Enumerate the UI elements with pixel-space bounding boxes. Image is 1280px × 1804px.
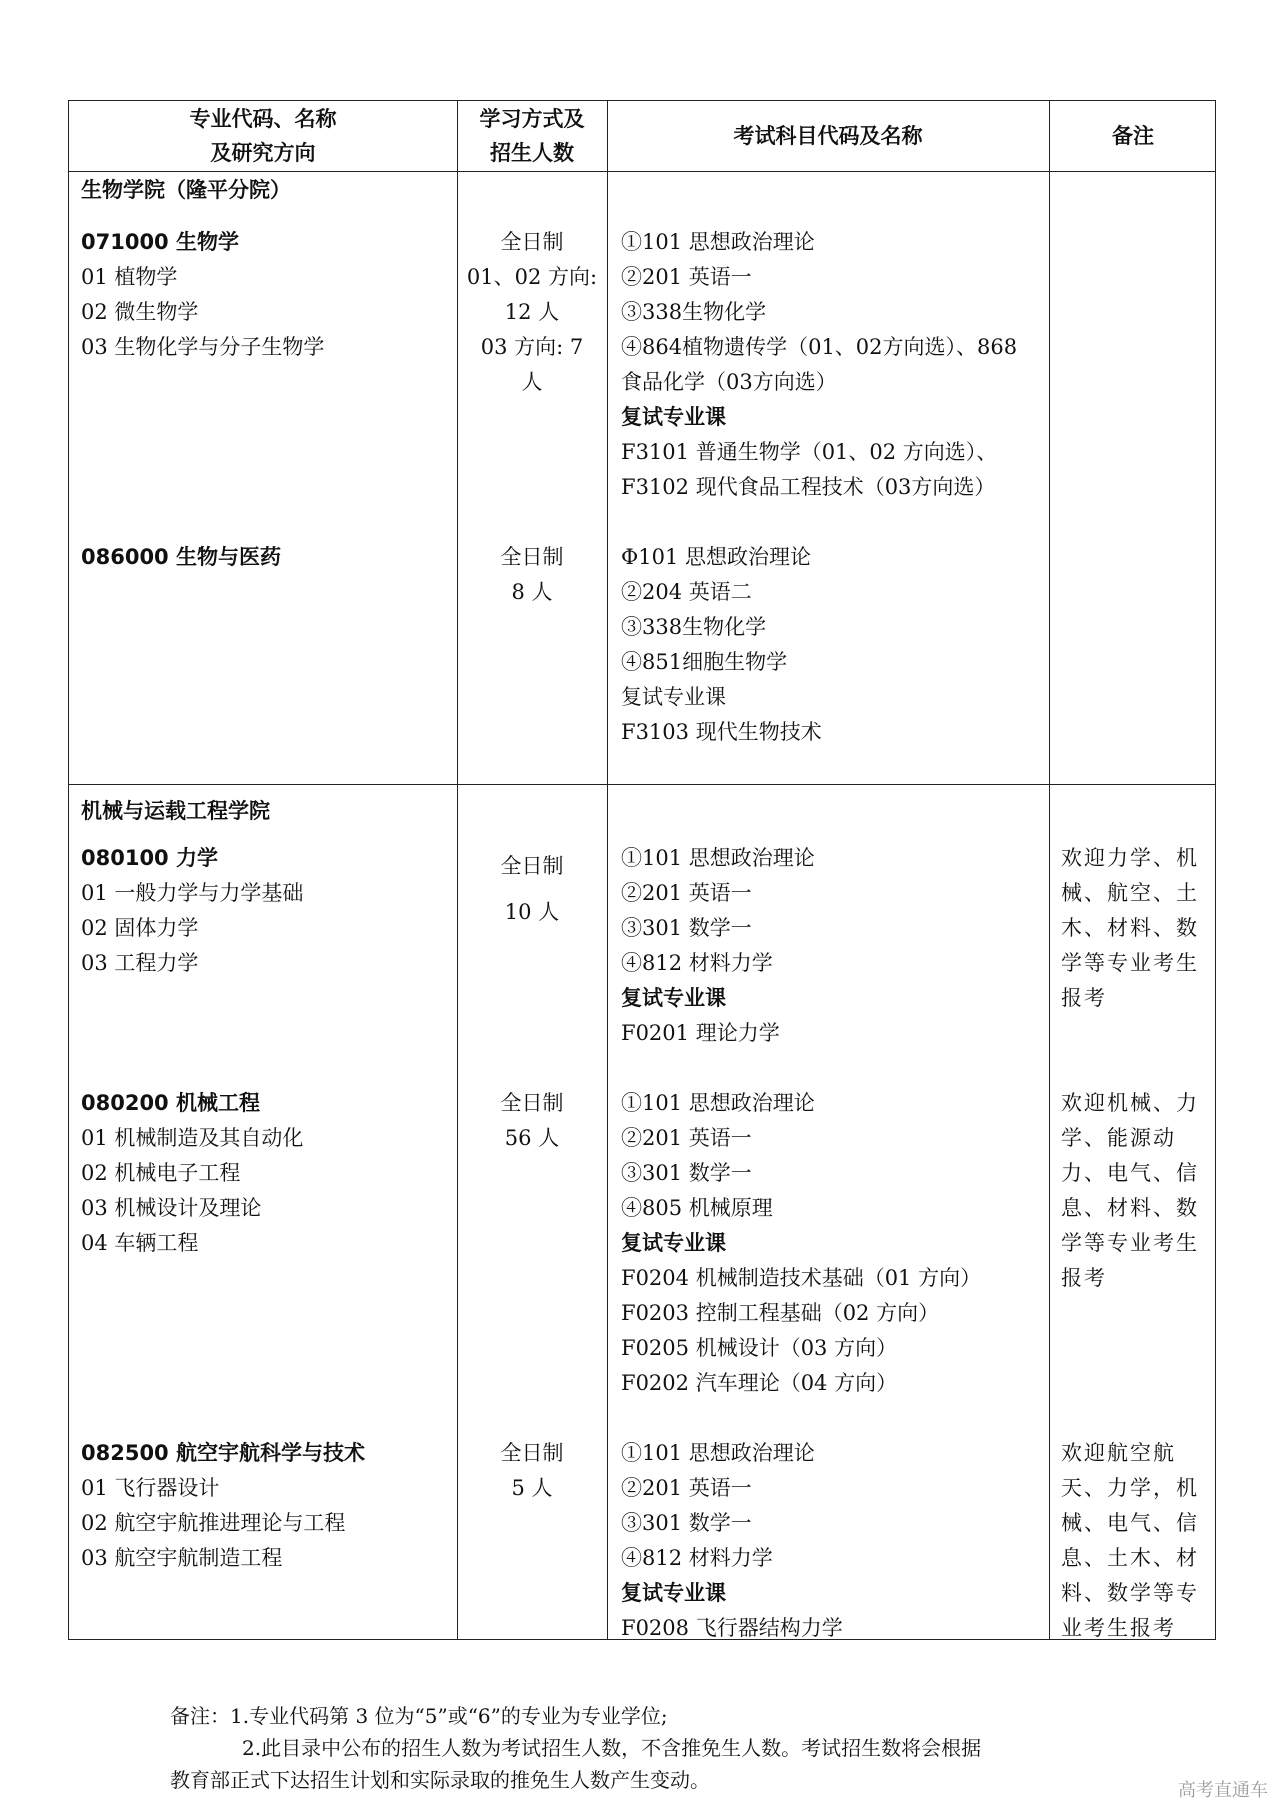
header-divider [69, 171, 1215, 172]
retest-course: F0201 理论力学 [621, 1021, 780, 1045]
exam-subject: ②201 英语一 [621, 881, 752, 905]
direction: 03 工程力学 [81, 951, 199, 975]
remark: 欢迎力学、机械、航空、土木、材料、数学等专业考生报考 [1061, 846, 1199, 1010]
enrollment: 12 人 [504, 300, 560, 324]
enrollment: 8 人 [511, 580, 553, 604]
header-major-line1: 专业代码、名称 [189, 107, 337, 131]
section-divider [69, 784, 1215, 785]
exam-subject: ④864植物遗传学（01、02方向选）、868 [621, 335, 1018, 359]
enrollment: 10 人 [504, 900, 560, 924]
exam-subject: ①101 思想政治理论 [621, 230, 815, 254]
header-major [69, 101, 457, 171]
exam-subject: ②201 英语一 [621, 1476, 752, 1500]
enrollment: 人 [521, 370, 543, 394]
exam-subject: ②204 英语二 [621, 580, 752, 604]
college-name: 机械与运载工程学院 [81, 799, 270, 823]
exam-subject: ④812 材料力学 [621, 1546, 773, 1570]
column-divider [1049, 101, 1050, 1639]
header-major-line2: 及研究方向 [210, 141, 316, 165]
exam-subject: ①101 思想政治理论 [621, 1091, 815, 1115]
header-mode [457, 101, 607, 171]
header-mode-line1: 学习方式及 [479, 107, 585, 131]
study-mode: 全日制 [500, 854, 564, 878]
direction: 04 车辆工程 [81, 1231, 199, 1255]
exam-subject: Φ101 思想政治理论 [621, 545, 811, 569]
enrollment: 01、02 方向: [466, 265, 598, 289]
enrollment: 56 人 [504, 1126, 560, 1150]
exam-subject: ④851细胞生物学 [621, 650, 788, 674]
program-code-name: 080200 机械工程 [81, 1091, 260, 1115]
direction: 01 植物学 [81, 265, 178, 289]
retest-label: 复试专业课 [621, 405, 726, 429]
exam-subject: ①101 思想政治理论 [621, 1441, 815, 1465]
retest-course: F0203 控制工程基础（02 方向） [621, 1301, 940, 1325]
retest-course: F3103 现代生物技术 [621, 720, 822, 744]
college-name: 生物学院（隆平分院） [81, 178, 291, 202]
enrollment: 03 方向: 7 [480, 335, 584, 359]
retest-course: F3101 普通生物学（01、02 方向选）、 [621, 440, 998, 464]
footnote-line: 教育部正式下达招生计划和实际录取的推免生人数产生变动。 [170, 1768, 710, 1792]
study-mode: 全日制 [500, 230, 564, 254]
study-mode: 全日制 [500, 545, 564, 569]
footnote-line: 2.此目录中公布的招生人数为考试招生人数，不含推免生人数。考试招生数将会根据 [242, 1736, 982, 1760]
study-mode: 全日制 [500, 1441, 564, 1465]
exam-subject: ②201 英语一 [621, 265, 752, 289]
direction: 02 机械电子工程 [81, 1161, 241, 1185]
watermark: 高考直通车 [1178, 1780, 1268, 1801]
exam-subject: ②201 英语一 [621, 1126, 752, 1150]
exam-subject: ③301 数学一 [621, 1161, 752, 1185]
retest-course: F3102 现代食品工程技术（03方向选） [621, 475, 996, 499]
direction: 02 航空宇航推进理论与工程 [81, 1511, 346, 1535]
study-mode: 全日制 [500, 1091, 564, 1115]
exam-subject: ④812 材料力学 [621, 951, 773, 975]
direction: 02 微生物学 [81, 300, 199, 324]
retest-course: F0204 机械制造技术基础（01 方向） [621, 1266, 982, 1290]
direction: 03 航空宇航制造工程 [81, 1546, 283, 1570]
exam-subject: ③301 数学一 [621, 1511, 752, 1535]
exam-subject: ③338生物化学 [621, 300, 767, 324]
header-mode-line2: 招生人数 [490, 141, 574, 165]
exam-subject: ③338生物化学 [621, 615, 767, 639]
exam-subject: ④805 机械原理 [621, 1196, 773, 1220]
header-remarks: 备注 [1112, 124, 1154, 148]
direction: 01 机械制造及其自动化 [81, 1126, 304, 1150]
exam-subject: ③301 数学一 [621, 916, 752, 940]
footnotes [170, 1700, 981, 1796]
direction: 03 机械设计及理论 [81, 1196, 262, 1220]
retest-course: F0202 汽车理论（04 方向） [621, 1371, 898, 1395]
retest-label: 复试专业课 [621, 685, 726, 709]
retest-label: 复试专业课 [621, 1231, 726, 1255]
remark: 欢迎航空航天、力学，机械、电气、信息、土木、材料、数学等专业考生报考 [1061, 1441, 1199, 1640]
retest-course: F0205 机械设计（03 方向） [621, 1336, 898, 1360]
exam-subject: ①101 思想政治理论 [621, 846, 815, 870]
exam-subject: 食品化学（03方向选） [621, 370, 837, 394]
enrollment: 5 人 [511, 1476, 553, 1500]
retest-label: 复试专业课 [621, 986, 726, 1010]
header-exams: 考试科目代码及名称 [733, 124, 923, 148]
admissions-table [68, 100, 1216, 1640]
retest-label: 复试专业课 [621, 1581, 726, 1605]
program-code-name: 080100 力学 [81, 846, 218, 870]
column-divider [607, 101, 608, 1639]
program-code-name: 071000 生物学 [81, 230, 239, 254]
program-code-name: 082500 航空宇航科学与技术 [81, 1441, 365, 1465]
remark: 欢迎机械、力学、能源动力、电气、信息、材料、数学等专业考生报考 [1061, 1091, 1199, 1290]
program-code-name: 086000 生物与医药 [81, 545, 281, 569]
direction: 01 一般力学与力学基础 [81, 881, 304, 905]
retest-course: F0208 飞行器结构力学 [621, 1616, 843, 1640]
footnote-line: 备注：1.专业代码第 3 位为“5”或“6”的专业为专业学位; [170, 1704, 668, 1728]
direction: 02 固体力学 [81, 916, 199, 940]
direction: 03 生物化学与分子生物学 [81, 335, 325, 359]
direction: 01 飞行器设计 [81, 1476, 220, 1500]
